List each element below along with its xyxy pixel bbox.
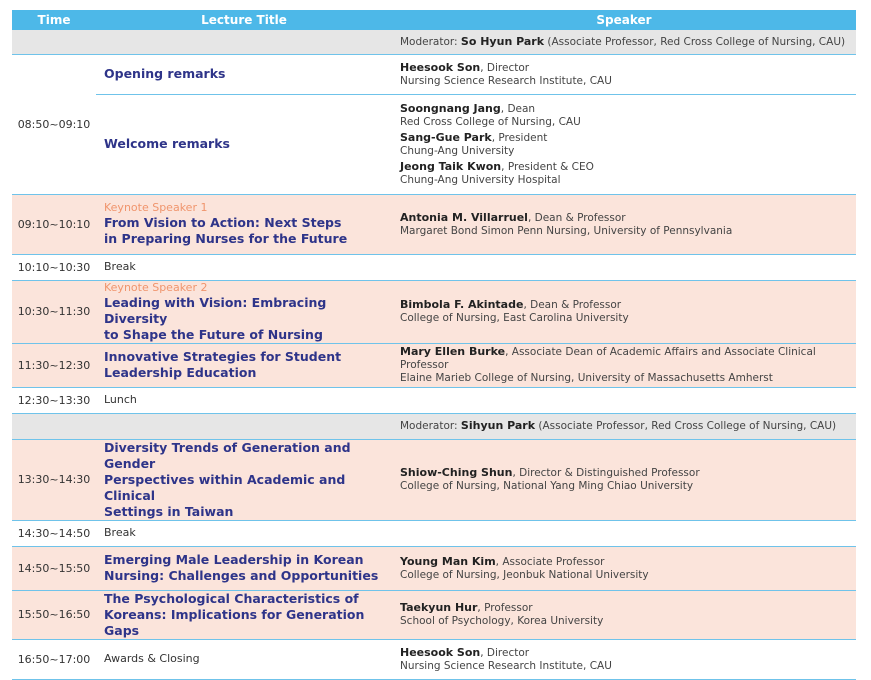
moderator-text: Moderator: So Hyun Park (Associate Professor, Red Cross College of Nursing, CAU) <box>392 30 856 54</box>
table-row <box>12 280 856 343</box>
time-cell: 14:50~15:50 <box>12 546 96 590</box>
schedule-table <box>12 10 856 680</box>
lecture-title: Awards & Closing <box>96 639 392 679</box>
lecture-title: Diversity Trends of Generation and Gender Perspectives within Academic and Clinical Settings in Taiwan <box>96 439 392 520</box>
table-row <box>12 387 856 413</box>
speaker-cell: Antonia M. Villarruel, Dean & Professor Margaret Bond Simon Penn Nursing, University of Pennsylvania <box>392 194 856 254</box>
time-cell: 08:50~09:10 <box>12 54 96 194</box>
moderator-row <box>12 413 856 439</box>
speaker-cell: Heesook Son, Director Nursing Science Research Institute, CAU <box>392 639 856 679</box>
time-cell: 11:30~12:30 <box>12 343 96 387</box>
lecture-title: Opening remarks <box>96 54 392 94</box>
time-cell: 09:10~10:10 <box>12 194 96 254</box>
time-cell: 14:30~14:50 <box>12 520 96 546</box>
lecture-title: Innovative Strategies for Student Leadership Education <box>96 343 392 387</box>
time-cell: 10:10~10:30 <box>12 254 96 280</box>
time-cell: 16:50~17:00 <box>12 639 96 679</box>
time-header: Time <box>12 10 96 30</box>
time-cell: 12:30~13:30 <box>12 387 96 413</box>
table-row <box>12 254 856 280</box>
speaker-cell: Mary Ellen Burke, Associate Dean of Academic Affairs and Associate Clinical Professor Elaine Marieb College of Nursing, University of Massachusetts Amherst <box>392 343 856 387</box>
header-row <box>12 10 856 30</box>
speaker-cell: Bimbola F. Akintade, Dean & Professor College of Nursing, East Carolina University <box>392 280 856 343</box>
time-cell: 15:50~16:50 <box>12 590 96 639</box>
lecture-title: Keynote Speaker 2 Leading with Vision: Embracing Diversity to Shape the Future of Nursing <box>96 280 392 343</box>
lecture-title: Emerging Male Leadership in Korean Nursing: Challenges and Opportunities <box>96 546 392 590</box>
table-row <box>12 94 856 194</box>
title-header: Lecture Title <box>96 10 392 30</box>
speaker-cell: Young Man Kim, Associate Professor College of Nursing, Jeonbuk National University <box>392 546 856 590</box>
table-row <box>12 439 856 520</box>
table-row <box>12 343 856 387</box>
program-schedule <box>12 10 856 680</box>
lecture-title: Break <box>96 520 392 546</box>
speaker-header: Speaker <box>392 10 856 30</box>
table-row <box>12 639 856 679</box>
lecture-title: Welcome remarks <box>96 94 392 194</box>
keynote-label: Keynote Speaker 2 <box>104 280 208 294</box>
table-row <box>12 546 856 590</box>
moderator-text: Moderator: Sihyun Park (Associate Professor, Red Cross College of Nursing, CAU) <box>392 413 856 439</box>
time-cell: 10:30~11:30 <box>12 280 96 343</box>
lecture-title: Lunch <box>96 387 392 413</box>
moderator-row <box>12 30 856 54</box>
speaker-cell: Taekyun Hur, Professor School of Psychology, Korea University <box>392 590 856 639</box>
lecture-title: Break <box>96 254 392 280</box>
table-row <box>12 590 856 639</box>
table-row <box>12 520 856 546</box>
lecture-title: Keynote Speaker 1 From Vision to Action: Next Steps in Preparing Nurses for the Future <box>96 194 392 254</box>
speaker-cell: Soongnang Jang, Dean Red Cross College of Nursing, CAU Sang-Gue Park, President Chung-Ang University Jeong Taik Kwon, President & CEO Chung-Ang University Hospital <box>392 94 856 194</box>
lecture-title: The Psychological Characteristics of Koreans: Implications for Generation Gaps <box>96 590 392 639</box>
keynote-label: Keynote Speaker 1 <box>104 201 208 214</box>
speaker-cell: Shiow-Ching Shun, Director & Distinguished Professor College of Nursing, National Yang Ming Chiao University <box>392 439 856 520</box>
time-cell: 13:30~14:30 <box>12 439 96 520</box>
table-row <box>12 54 856 94</box>
table-row <box>12 194 856 254</box>
speaker-cell: Heesook Son, Director Nursing Science Research Institute, CAU <box>392 54 856 94</box>
